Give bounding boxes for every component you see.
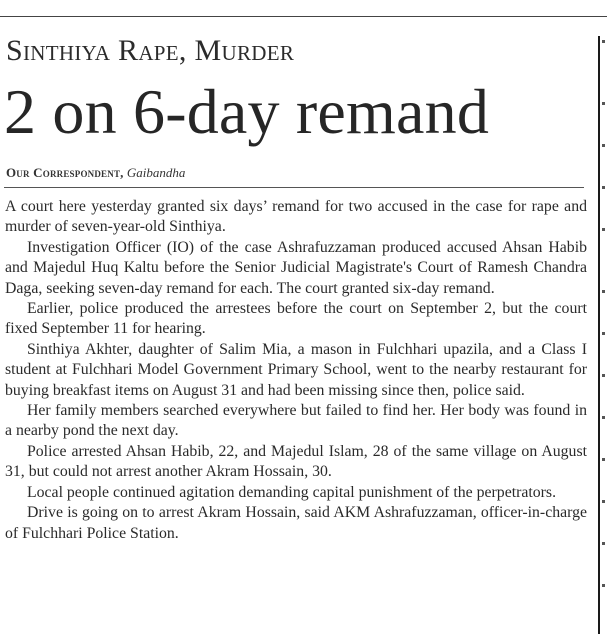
byline-author: Our Correspondent, xyxy=(6,165,124,180)
article-kicker: Sinthiya Rape, Murder xyxy=(6,34,295,67)
paragraph: Drive is going on to arrest Akram Hossain, said AKM Ashrafuzzaman, officer-in-charge of Fulchhari Police Station. xyxy=(5,504,587,542)
byline-rule xyxy=(4,187,584,188)
paragraph: Local people continued agitation demanding capital punishment of the perpetrators. xyxy=(27,483,557,501)
top-rule xyxy=(0,16,607,17)
byline-place: Gaibandha xyxy=(126,165,186,180)
paragraph: Police arrested Ahsan Habib, 22, and Majedul Islam, 28 of the same village on August 31, but could not arrest another Akram Hossain, 30. xyxy=(5,442,587,481)
byline xyxy=(6,164,185,182)
paragraph: Earlier, police produced the arrestees before the court on September 2, but the court fixed September 11 for hearing. xyxy=(5,300,587,338)
adjacent-column-edge xyxy=(602,40,607,630)
paragraph: A court here yesterday granted six days’ remand for two accused in the case for rape and murder of seven-year-old Sinthiya. xyxy=(5,198,587,236)
paragraph: Her family members searched everywhere but failed to find her. Her body was found in a nearby pond the next day. xyxy=(5,402,587,440)
paragraph: Sinthiya Akhter, daughter of Salim Mia, a mason in Fulchhari upazila, and a Class I student at Fulchhari Model Government Primary School, went to the nearby restaurant for buying breakfast items on August 31 and had been missing since then, police said. xyxy=(5,340,587,399)
paragraph: Investigation Officer (IO) of the case Ashrafuzzaman produced accused Ahsan Habib and Majedul Huq Kaltu before the Senior Judicial Magistrate's Court of Ramesh Chandra Daga, seeking seven-day remand for each. The court granted six-day remand. xyxy=(5,238,587,297)
article-body xyxy=(5,197,587,544)
article-headline: 2 on 6-day remand xyxy=(4,76,490,147)
column-border xyxy=(598,36,600,634)
